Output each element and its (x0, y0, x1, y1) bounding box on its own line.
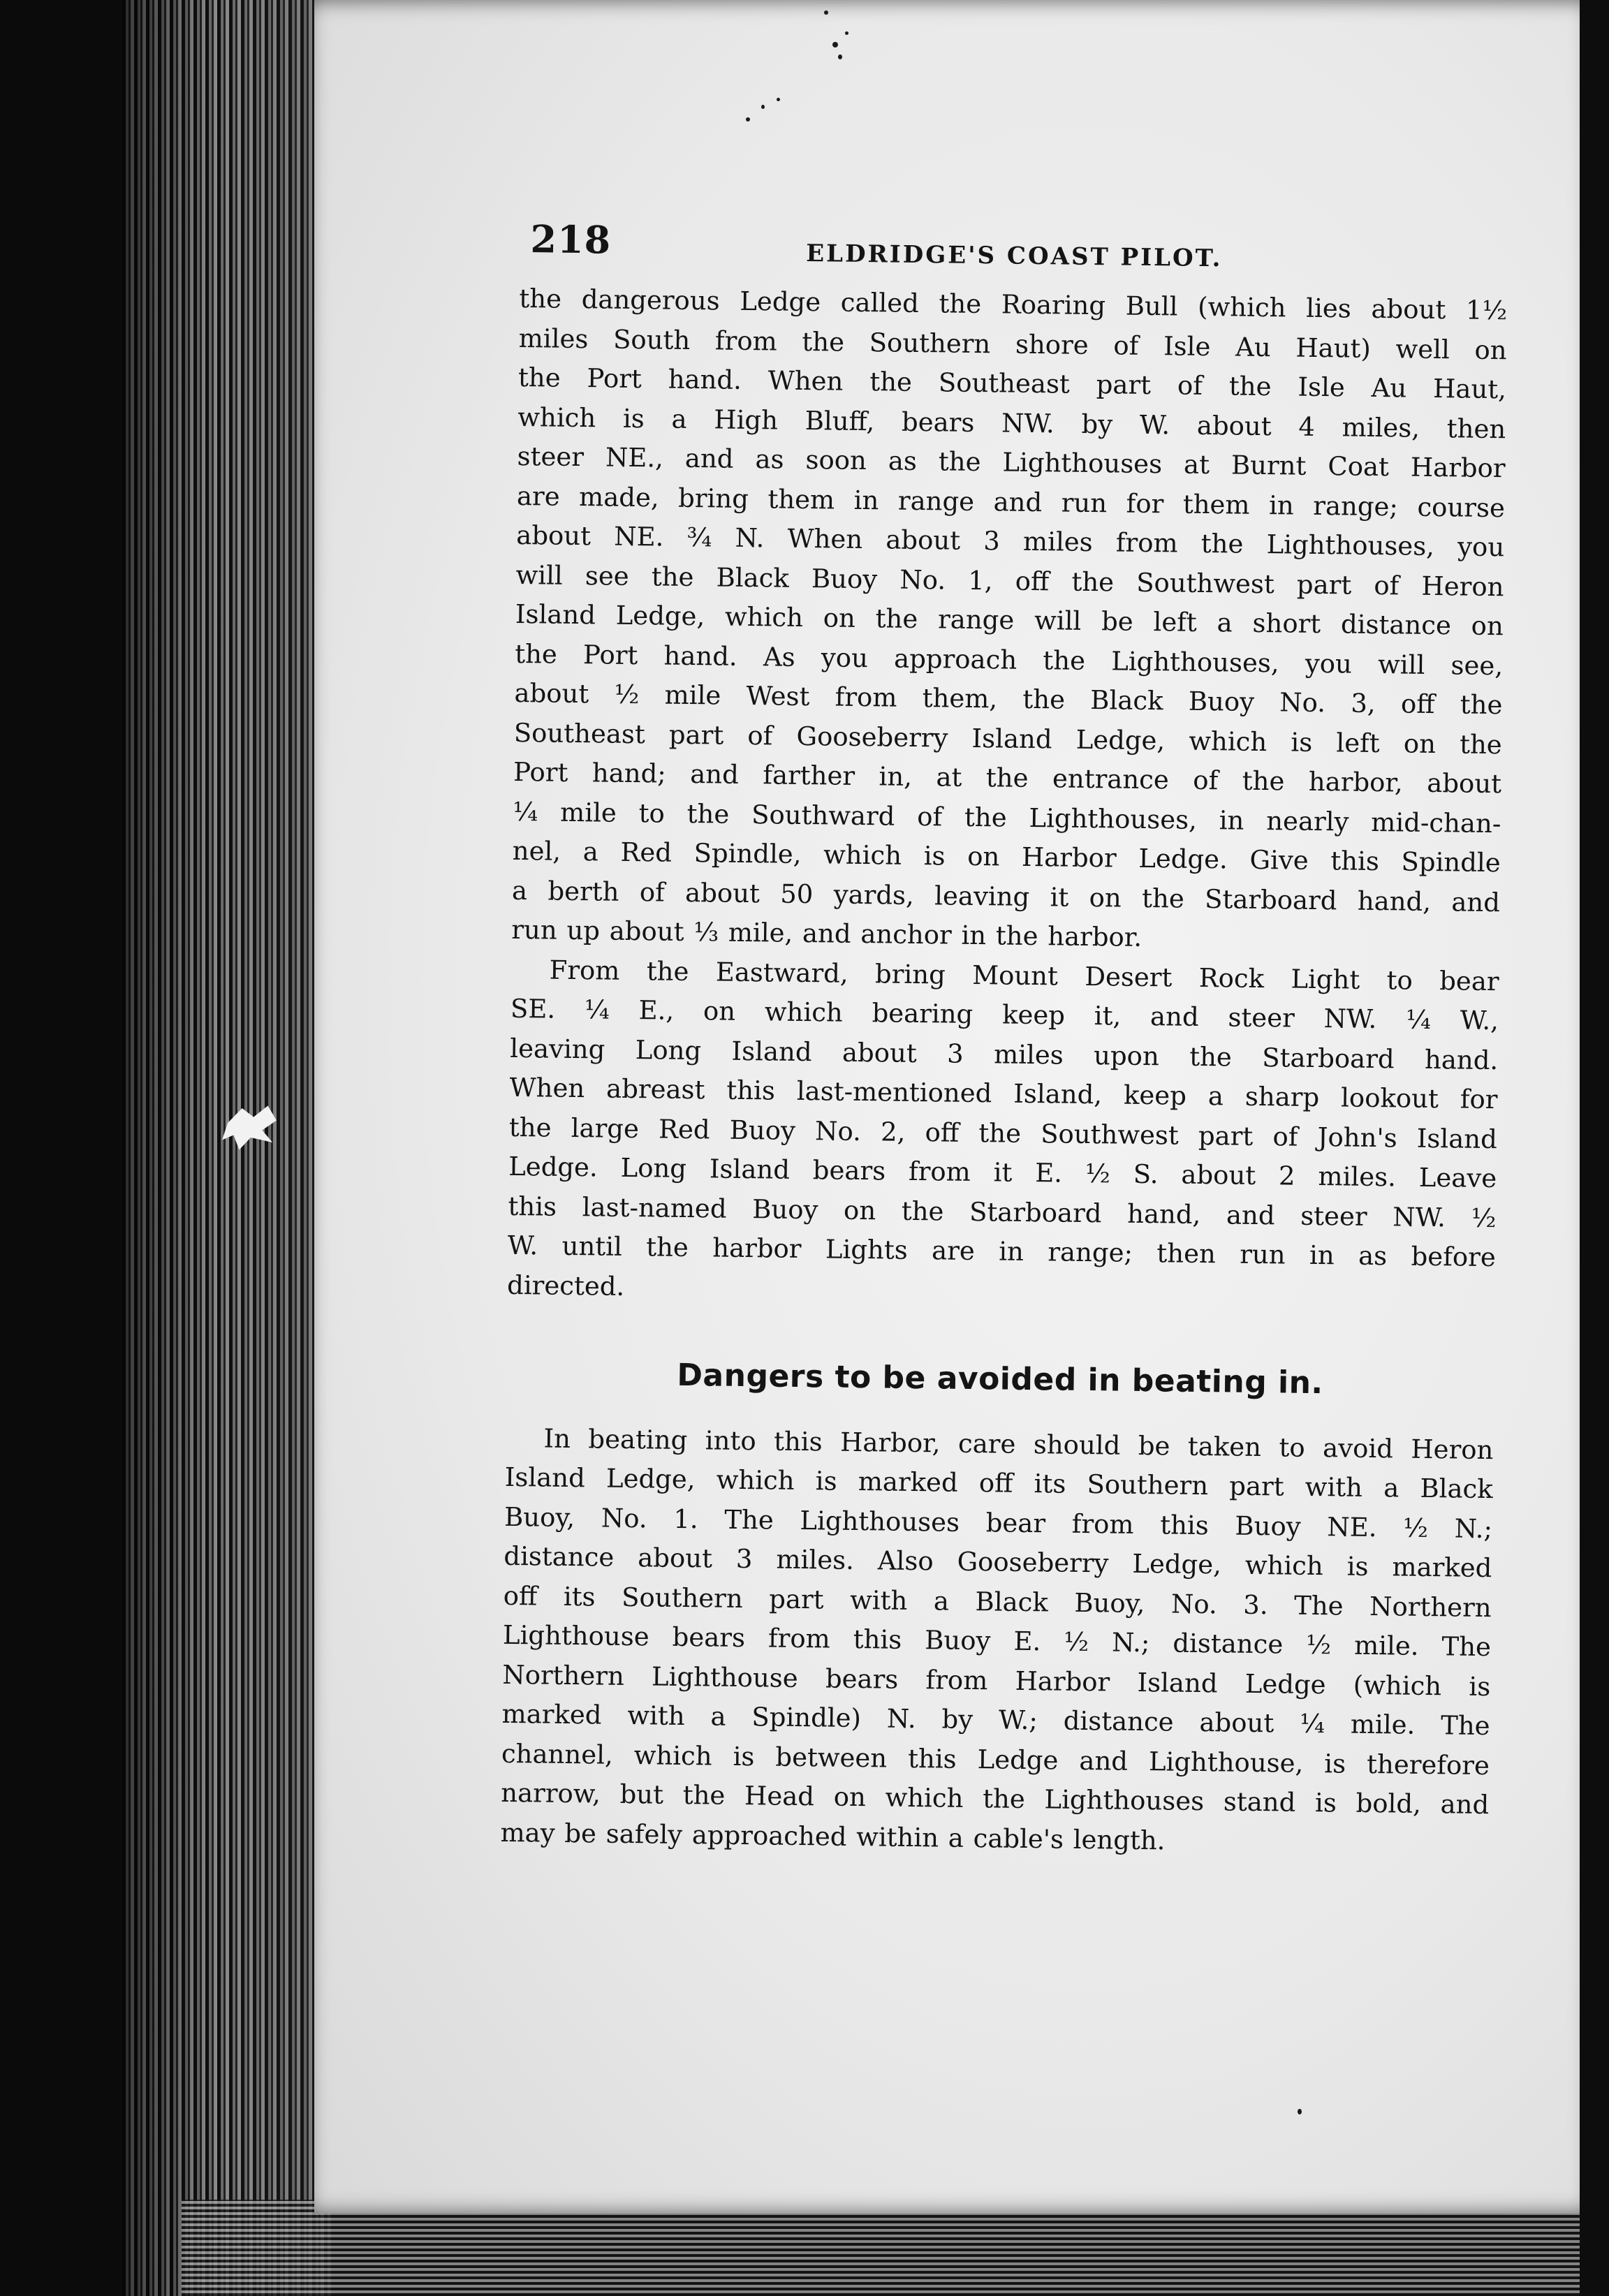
text-line: SE. ¼ E., on which bearing keep it, and steer NW. ¼ W., (510, 993, 1499, 1036)
paragraph-approach-west (511, 279, 1508, 962)
text-line: marked with a Spindle) N. by W.; distance about ¼ mile. The (501, 1698, 1490, 1742)
text-line: Port hand; and farther in, at the entrance of the harbor, about (513, 756, 1502, 800)
ink-speck (777, 98, 780, 101)
text-line: Southeast part of Gooseberry Island Ledge, which is left on the (513, 717, 1503, 760)
text-line: a berth of about 50 yards, leaving it on the Starboard hand, and (511, 875, 1501, 918)
text-line: Buoy, No. 1. The Lighthouses bear from this Buoy NE. ½ N.; (504, 1501, 1493, 1544)
ink-speck (824, 10, 828, 15)
text-line: directed. (506, 1270, 625, 1302)
text-line: When abreast this last-mentioned Island, keep a sharp lookout for (509, 1072, 1498, 1115)
ink-speck (1298, 2109, 1302, 2114)
text-line: ¼ mile to the Southward of the Lighthouses, in nearly mid-chan- (513, 796, 1501, 839)
running-head-title: ELDRIDGE'S COAST PILOT. (806, 240, 1223, 273)
text-line: narrow, but the Head on which the Lighthouses stand is bold, and (501, 1777, 1490, 1820)
body-text (500, 279, 1507, 1864)
text-line: miles South from the Southern shore of Isle Au Haut) well on (518, 323, 1507, 365)
text-line: about ½ mile West from them, the Black Buoy No. 3, off the (514, 677, 1503, 721)
bottom-page-edges (182, 2200, 1609, 2296)
section-heading: Dangers to be avoided in beating in. (677, 1357, 1324, 1401)
text-line: which is a High Bluff, bears NW. by W. about 4 miles, then (517, 402, 1506, 444)
running-head (520, 209, 1508, 291)
text-line: the Port hand. When the Southeast part of the Isle Au Haut, (517, 362, 1507, 405)
page-edge-shadow (122, 0, 332, 2296)
text-line: may be safely approached within a cable's length. (500, 1817, 1166, 1855)
page-number: 218 (530, 216, 612, 263)
text-line: distance about 3 miles. Also Gooseberry Ledge, which is marked (504, 1540, 1492, 1584)
ink-speck (845, 31, 848, 35)
text-line: steer NE., and as soon as the Lighthouses at Burnt Coat Harbor (517, 441, 1506, 484)
ink-speck (838, 54, 842, 59)
text-line: Lighthouse bears from this Buoy E. ½ N.; distance ½ mile. The (502, 1619, 1492, 1663)
paragraph-beating-in (500, 1418, 1493, 1864)
text-line: will see the Black Buoy No. 1, off the Southwest part of Heron (515, 559, 1504, 602)
text-line: the large Red Buoy No. 2, off the Southwest part of John's Island (508, 1112, 1498, 1154)
text-line: the Port hand. As you approach the Lighthouses, you will see, (514, 638, 1504, 681)
text-line: this last-named Buoy on the Starboard hand, and steer NW. ½ (508, 1191, 1497, 1233)
text-line: about NE. ¾ N. When about 3 miles from the Lighthouses, you (516, 520, 1505, 563)
text-line: W. until the harbor Lights are in range; then run in as before (507, 1230, 1497, 1273)
text-line: Island Ledge, which on the range will be left a short distance on (515, 598, 1504, 642)
text-line: are made, bring them in range and run for them in range; course (516, 480, 1506, 523)
ink-speck (832, 42, 838, 47)
text-line: Northern Lighthouse bears from Harbor Island Ledge (which is (502, 1659, 1491, 1702)
text-line: run up about ⅓ mile, and anchor in the harbor. (511, 914, 1143, 952)
ink-speck (761, 105, 765, 109)
text-line: leaving Long Island about 3 miles upon the Starboard hand. (510, 1033, 1499, 1075)
text-line: channel, which is between this Ledge and Lighthouse, is therefore (501, 1738, 1490, 1781)
text-line: In beating into this Harbor, care should be taken to avoid Heron (543, 1423, 1494, 1465)
text-line: Ledge. Long Island bears from it E. ½ S. about 2 miles. Leave (508, 1151, 1497, 1194)
ink-speck (746, 117, 750, 122)
right-scan-border (1580, 0, 1609, 2296)
text-line: Island Ledge, which is marked off its Southern part with a Black (504, 1462, 1493, 1505)
text-line: From the Eastward, bring Mount Desert Rock Light to bear (549, 955, 1499, 996)
page-text-block (500, 209, 1508, 1864)
paragraph-from-eastward (507, 950, 1499, 1317)
text-line: off its Southern part with a Black Buoy, No. 3. The Northern (503, 1580, 1492, 1623)
text-line: nel, a Red Spindle, which is on Harbor Ledge. Give this Spindle (512, 835, 1501, 878)
text-line: the dangerous Ledge called the Roaring Bull (which lies about 1½ (519, 283, 1508, 326)
